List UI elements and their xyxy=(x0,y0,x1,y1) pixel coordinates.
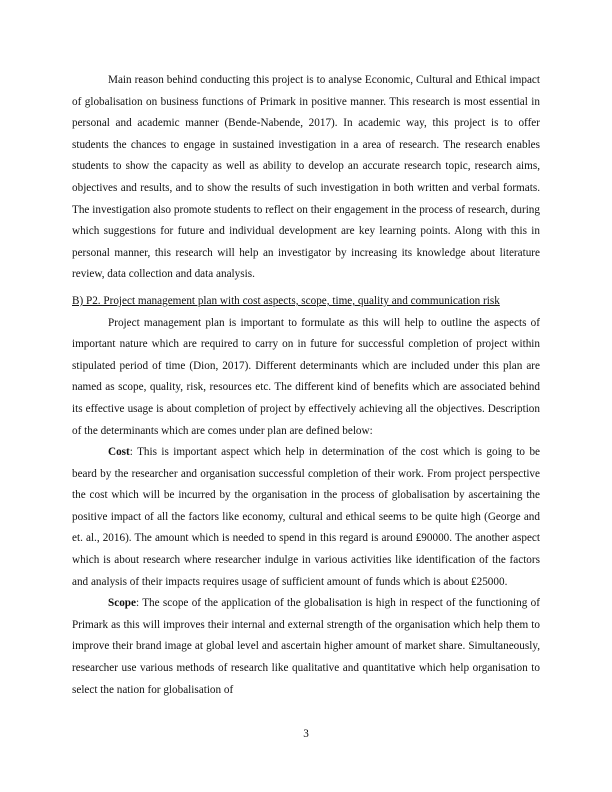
cost-text: : This is important aspect which help in determination of the cost which is going to be beard by the researcher and organisation successful completion of their work. From project perspective the cost which will be incurred by the organisation in the process of globalisation by ascertaining the positive impact of all the factors like economy, cultural and ethical seems to be quite high (George and et. al., 2016). The amount which is needed to spend in this regard is around ₤90000. The another aspect which is about research where researcher indulge in various activities like identification of the factors and analysis of their impacts requires usage of sufficient amount of funds which is about ₤25000. xyxy=(72,446,540,588)
section-heading: B) P2. Project management plan with cost aspects, scope, time, quality and communication risk xyxy=(72,294,500,307)
cost-label: Cost xyxy=(108,446,130,459)
scope-paragraph xyxy=(72,593,540,701)
intro-paragraph: Main reason behind conducting this project is to analyse Economic, Cultural and Ethical impact of globalisation on business functions of Primark in positive manner. This research is most essential in personal and academic manner (Bende-Nabende, 2017). In academic way, this project is to offer students the chances to engage in sustained investigation in a area of research. The research enables students to show the capacity as well as ability to develop an accurate research topic, research aims, objectives and results, and to show the results of such investigation in both written and verbal formats. The investigation also promote students to reflect on their engagement in the process of research, during which suggestions for future and individual development are key learning points. Along with this in personal manner, this research will help an investigator by increasing its knowledge about literature review, data collection and data analysis. xyxy=(72,74,540,281)
cost-paragraph xyxy=(72,442,540,593)
document-page xyxy=(72,70,540,701)
scope-label: Scope xyxy=(108,597,136,610)
plan-paragraph: Project management plan is important to formulate as this will help to outline the aspects of important nature which are required to carry on in future for successful completion of project within stipulated period of time (Dion, 2017). Different determinants which are included under this plan are named as scope, quality, risk, resources etc. The different kind of benefits which are associated behind its effective usage is about completion of project by effectively achieving all the objectives. Description of the determinants which are comes under plan are defined below: xyxy=(72,316,540,437)
scope-text: : The scope of the application of the globalisation is high in respect of the functioning of Primark as this will improves their internal and external strength of the organisation which help them to improve their brand image at global level and ascertain higher amount of market share. Simultaneously, researcher use various methods of research like qualitative and quantitative which help organisation to select the nation for globalisation of xyxy=(72,597,540,696)
page-number: 3 xyxy=(303,728,309,740)
